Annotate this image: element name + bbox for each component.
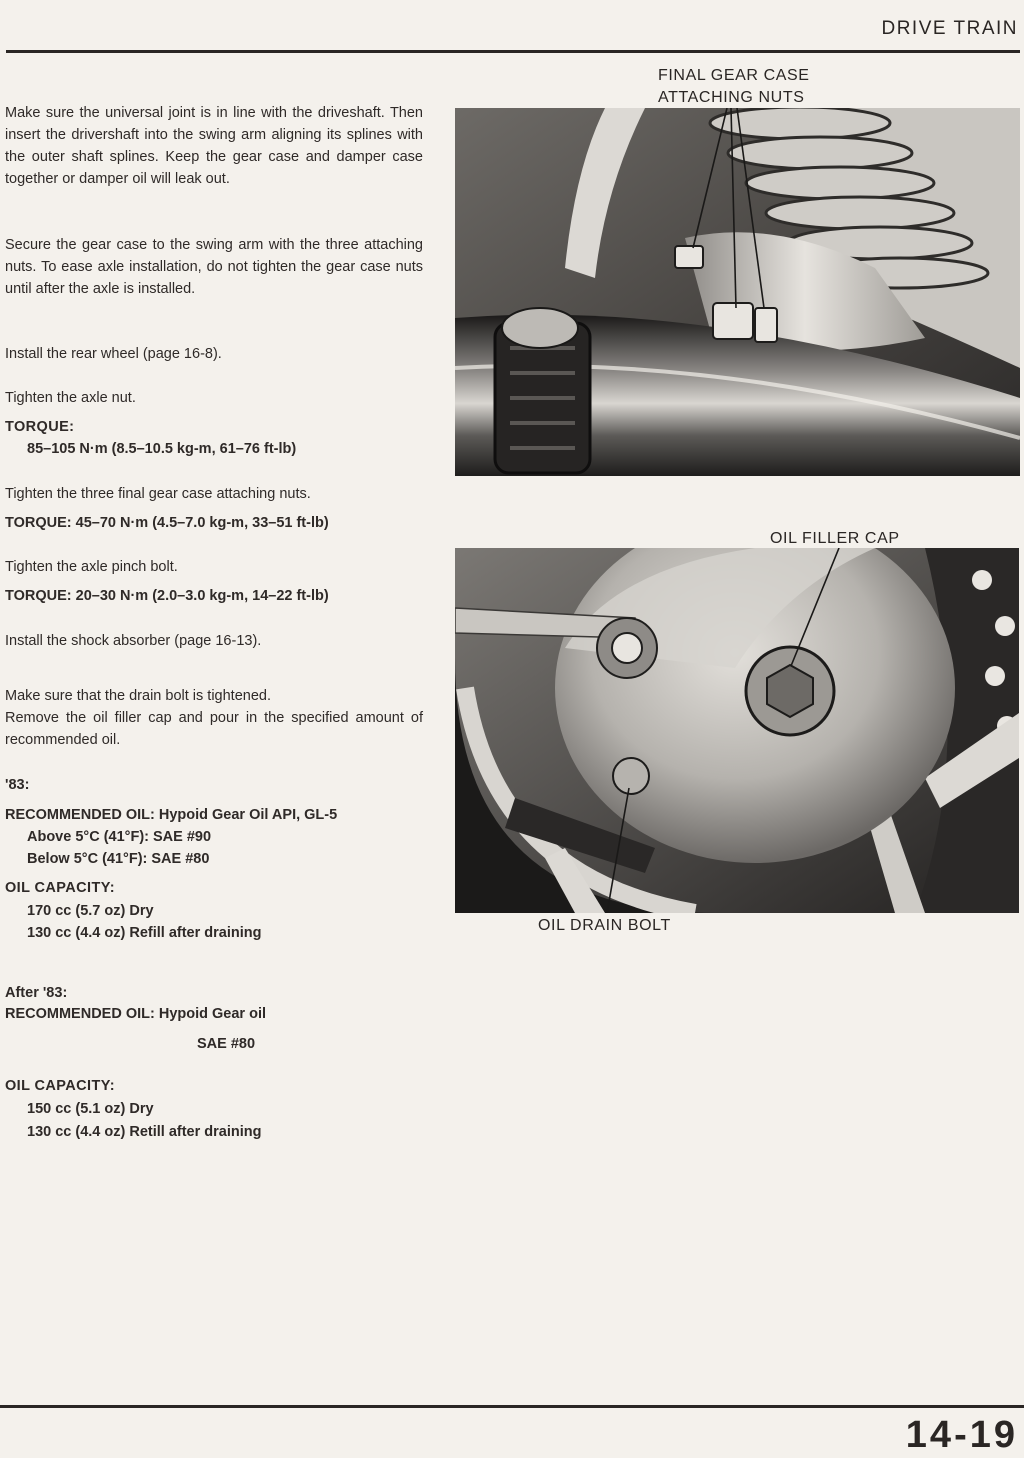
photo-oil-filler-and-drain	[455, 548, 1019, 913]
paragraph-tighten-gear-nuts: Tighten the three final gear case attaching nuts.	[5, 486, 311, 502]
paragraph-install-shock: Install the shock absorber (page 16-13).	[5, 633, 262, 649]
oil-below-5c: Below 5°C (41°F): SAE #80	[27, 851, 210, 867]
oil-capacity-after-1983-refill: 130 cc (4.4 oz) Retill after draining	[27, 1124, 262, 1140]
paragraph-install-rear-wheel: Install the rear wheel (page 16-8).	[5, 346, 222, 362]
paragraph-oil-filler: Remove the oil filler cap and pour in the specified amount of recommended oil.	[5, 710, 423, 748]
recommended-oil-after-1983: RECOMMENDED OIL: Hypoid Gear oil	[5, 1006, 267, 1022]
oil-capacity-after-1983-dry: 150 cc (5.1 oz) Dry	[27, 1101, 154, 1117]
oil-capacity-1983-label: OIL CAPACITY:	[5, 880, 115, 896]
torque-gear-nuts: TORQUE: 45–70 N·m (4.5–7.0 kg-m, 33–51 ft-lb)	[5, 515, 329, 531]
callout-final-gear-case-line2: ATTACHING NUTS	[658, 89, 805, 106]
recommended-oil-1983: RECOMMENDED OIL: Hypoid Gear Oil API, GL-5	[5, 807, 338, 823]
paragraph-tighten-axle-nut: Tighten the axle nut.	[5, 390, 136, 406]
footer-rule	[0, 1405, 1024, 1408]
section-title: DRIVE TRAIN	[881, 18, 1018, 39]
callout-oil-drain-bolt: OIL DRAIN BOLT	[538, 917, 671, 934]
sae-after-1983: SAE #80	[197, 1036, 256, 1052]
oil-capacity-1983-refill: 130 cc (4.4 oz) Refill after draining	[27, 925, 262, 941]
paragraph-secure-gear-case: Secure the gear case to the swing arm with the three attaching nuts. To ease axle installation, do not tighten the gear case nuts until after the axle is installed.	[5, 237, 423, 297]
page-number: 14-19	[905, 1414, 1018, 1456]
paragraph-universal-joint: Make sure the universal joint is in line with the driveshaft. Then insert the drivershaft into the swing arm aligning its splines with the outer shaft splines. Keep the gear case and damper case together or damper oil will leak out.	[5, 105, 423, 187]
callout-oil-filler-cap: OIL FILLER CAP	[770, 530, 900, 547]
paragraph-drain-bolt: Make sure that the drain bolt is tightened.	[5, 688, 271, 704]
paragraph-tighten-pinch-bolt: Tighten the axle pinch bolt.	[5, 559, 178, 575]
header-rule	[6, 50, 1020, 53]
oil-capacity-1983-dry: 170 cc (5.7 oz) Dry	[27, 903, 154, 919]
label-after-1983: After '83:	[5, 985, 68, 1001]
torque-axle-value: 85–105 N·m (8.5–10.5 kg-m, 61–76 ft-lb)	[27, 441, 297, 457]
torque-axle-label: TORQUE:	[5, 419, 75, 435]
callout-final-gear-case-line1: FINAL GEAR CASE	[658, 67, 810, 84]
photo-gear-case-attaching-nuts	[455, 108, 1020, 476]
oil-above-5c: Above 5°C (41°F): SAE #90	[27, 829, 212, 845]
label-1983: '83:	[5, 777, 30, 793]
oil-capacity-after-1983-label: OIL CAPACITY:	[5, 1078, 115, 1094]
torque-pinch-bolt: TORQUE: 20–30 N·m (2.0–3.0 kg-m, 14–22 ft-lb)	[5, 588, 329, 604]
